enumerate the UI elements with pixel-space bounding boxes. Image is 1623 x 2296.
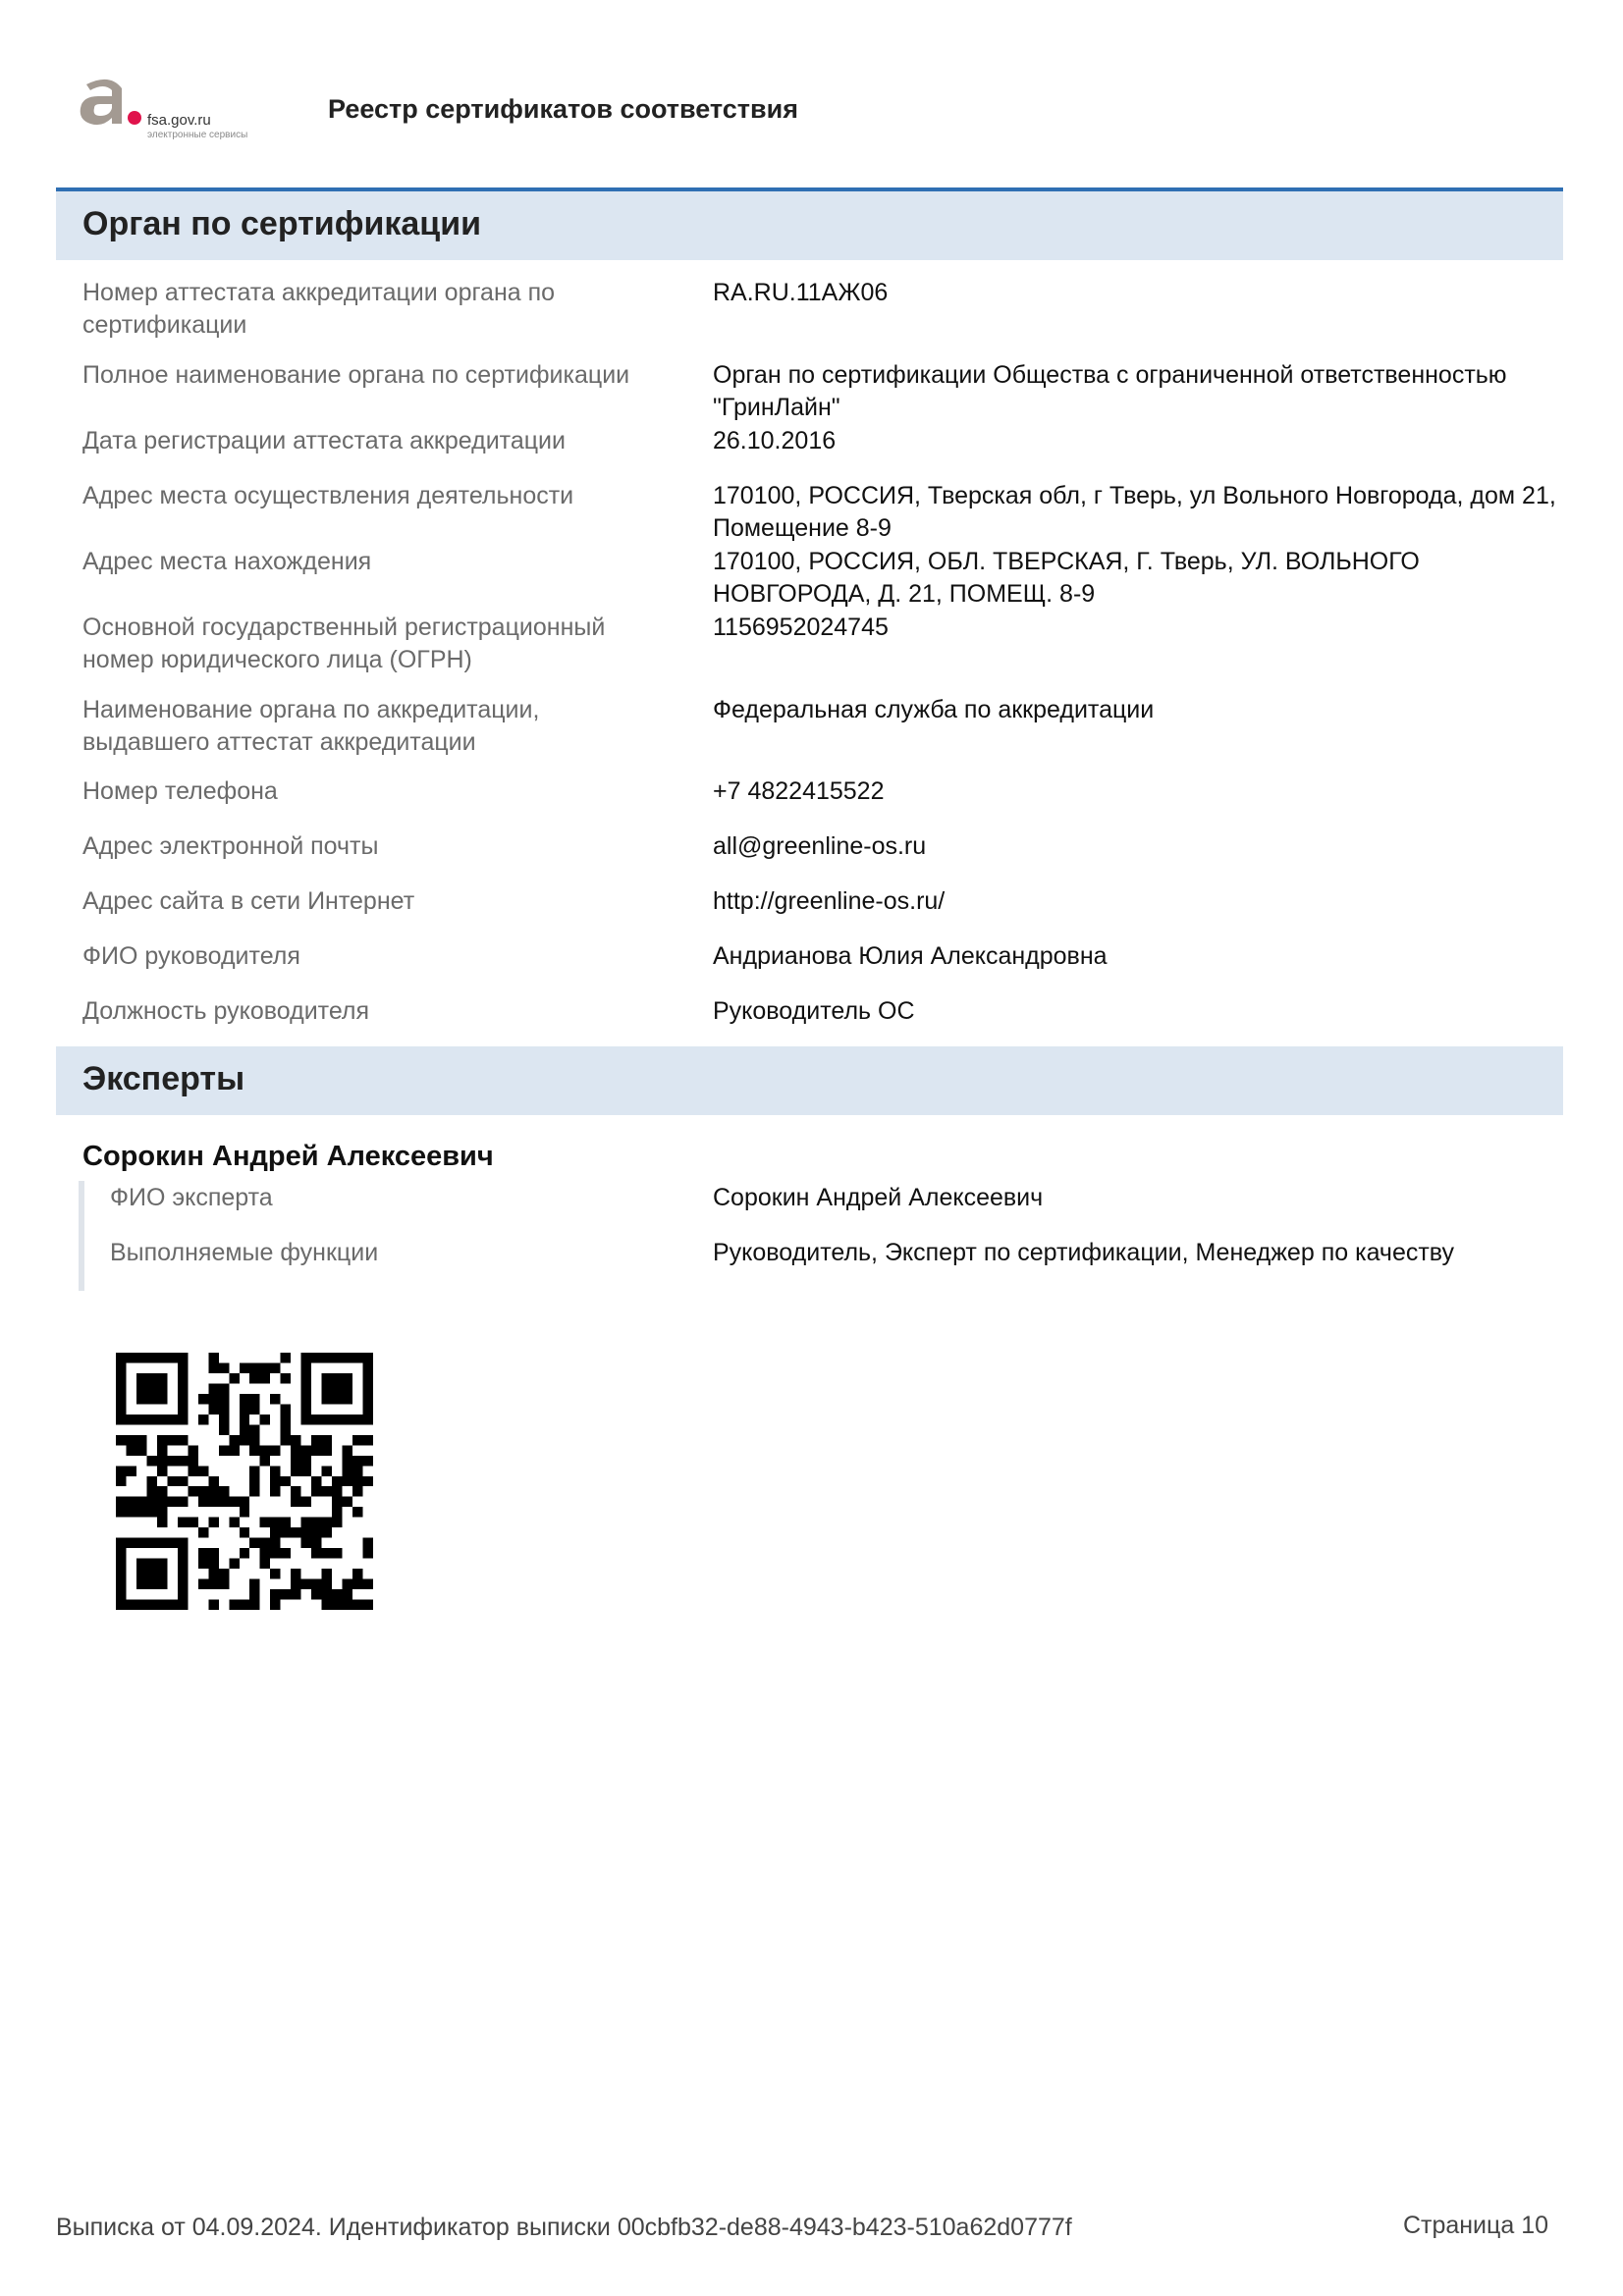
website-link[interactable]: http://greenline-os.ru/ <box>713 887 946 915</box>
page-header <box>77 71 1549 159</box>
row-label: Полное наименование органа по сертификации <box>82 361 630 389</box>
row-label: Основной государственный регистрационный номер юридического лица (ОГРН) <box>82 614 606 673</box>
row-label: Номер аттестата аккредитации органа по сертификации <box>82 279 556 339</box>
extract-info: Выписка от 04.09.2024. Идентификатор выписки 00cbfb32-de88-4943-b423-510a62d0777f <box>56 2214 1072 2241</box>
row-value: 170100, РОССИЯ, Тверская обл, г Тверь, ул Вольного Новгорода, дом 21, Помещение 8-9 <box>713 482 1556 542</box>
row-label: Наименование органа по аккредитации, выдавшего аттестат аккредитации <box>82 696 540 756</box>
row-label: Номер телефона <box>82 777 278 805</box>
row-label: Должность руководителя <box>82 997 370 1025</box>
row-value: Андрианова Юлия Александровна <box>713 942 1108 970</box>
logo-subtitle: электронные сервисы <box>147 130 248 140</box>
row-value: Федеральная служба по аккредитации <box>713 696 1155 723</box>
row-label: Адрес места осуществления деятельности <box>82 482 574 509</box>
email-link[interactable]: all@greenline-os.ru <box>713 832 927 860</box>
page-number: Страница 10 <box>1402 2212 1548 2239</box>
row-value: 170100, РОССИЯ, ОБЛ. ТВЕРСКАЯ, Г. Тверь, УЛ. ВОЛЬНОГО НОВГОРОДА, Д. 21, ПОМЕЩ. 8-9 <box>713 548 1420 608</box>
row-label: Дата регистрации аттестата аккредитации <box>82 427 566 454</box>
row-value: Орган по сертификации Общества с ограниченной ответственностью "ГринЛайн" <box>713 361 1507 421</box>
expert-divider <box>79 1181 84 1291</box>
section-heading-organ: Орган по сертификации <box>56 187 1563 260</box>
row-label: Адрес места нахождения <box>82 548 372 575</box>
row-value: 1156952024745 <box>713 614 889 641</box>
row-value: 26.10.2016 <box>713 427 837 454</box>
row-value: Сорокин Андрей Алексеевич <box>713 1184 1044 1211</box>
row-label: ФИО руководителя <box>82 942 300 970</box>
row-value: RA.RU.11АЖ06 <box>713 279 889 306</box>
expert-name-heading: Сорокин Андрей Алексеевич <box>82 1141 494 1172</box>
logo-domain: fsa.gov.ru <box>147 112 211 129</box>
fsa-logo-icon[interactable] <box>77 71 273 149</box>
row-value: Руководитель ОС <box>713 997 915 1025</box>
row-value: +7 4822415522 <box>713 777 885 805</box>
section-heading-experts: Эксперты <box>56 1046 1563 1115</box>
row-label: Адрес электронной почты <box>82 832 379 860</box>
row-label: Выполняемые функции <box>110 1239 379 1266</box>
row-label: ФИО эксперта <box>110 1184 273 1211</box>
registry-title: Реестр сертификатов соответствия <box>328 94 798 124</box>
row-label: Адрес сайта в сети Интернет <box>82 887 415 915</box>
row-value: Руководитель, Эксперт по сертификации, Менеджер по качеству <box>713 1239 1455 1266</box>
qr-code-icon <box>116 1353 373 1610</box>
